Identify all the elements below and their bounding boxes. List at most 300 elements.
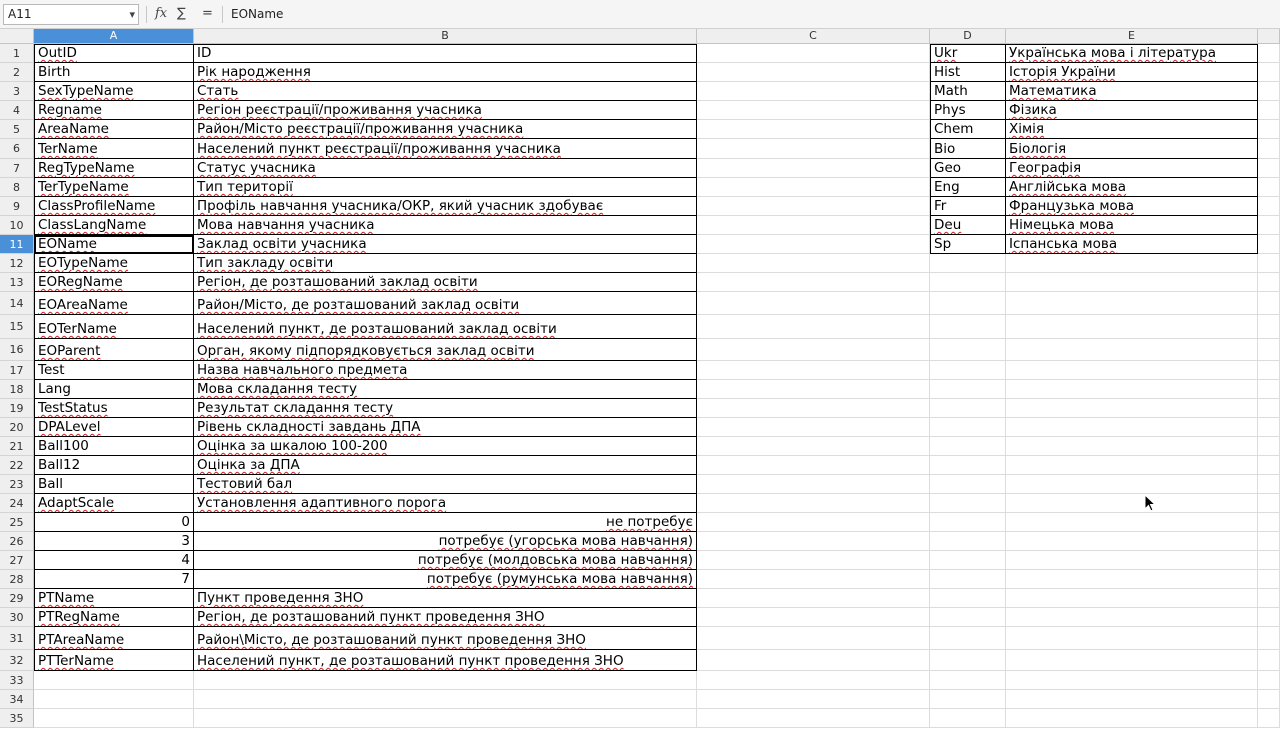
cell-e2[interactable] [1006, 63, 1258, 82]
row-header-12[interactable]: 12 [0, 254, 34, 273]
row-header-18[interactable]: 18 [0, 380, 34, 399]
cell-f13[interactable] [1258, 273, 1280, 292]
cell-e7[interactable] [1006, 159, 1258, 178]
cell-a7[interactable] [34, 159, 194, 178]
cell-f2[interactable] [1258, 63, 1280, 82]
cell-e13[interactable] [1006, 273, 1258, 292]
cell-a16[interactable] [34, 339, 194, 361]
cell-f5[interactable] [1258, 120, 1280, 139]
row-header-7[interactable]: 7 [0, 159, 34, 178]
name-box[interactable] [3, 4, 139, 25]
row-header-19[interactable]: 19 [0, 399, 34, 418]
cell-text: Deu [934, 217, 962, 233]
row-header-9[interactable]: 9 [0, 197, 34, 216]
cell-c12[interactable] [697, 254, 930, 273]
cell-b15[interactable] [194, 315, 697, 339]
cell-e34[interactable] [1006, 690, 1258, 709]
row-header-35[interactable]: 35 [0, 709, 34, 728]
cell-text: AreaName [38, 121, 109, 137]
cell-c11[interactable] [697, 235, 930, 254]
cell-b14[interactable] [194, 292, 697, 315]
cell-text: OutID [38, 45, 77, 61]
cell-f22[interactable] [1258, 456, 1280, 475]
cell-d10[interactable] [930, 216, 1006, 235]
cell-a14[interactable] [34, 292, 194, 315]
cell-b26[interactable] [194, 532, 697, 551]
cell-e11[interactable] [1006, 235, 1258, 254]
row-header-28[interactable]: 28 [0, 570, 34, 589]
cell-f29[interactable] [1258, 589, 1280, 608]
cell-e5[interactable] [1006, 120, 1258, 139]
cell-b24[interactable] [194, 494, 697, 513]
cell-e28[interactable] [1006, 570, 1258, 589]
cell-a24[interactable] [34, 494, 194, 513]
cell-b10[interactable] [194, 216, 697, 235]
cell-c10[interactable] [697, 216, 930, 235]
column-header-c[interactable]: C [697, 29, 930, 44]
cell-c19[interactable] [697, 399, 930, 418]
separator [146, 6, 147, 23]
cell-text: Fr [934, 198, 947, 214]
cell-c21[interactable] [697, 437, 930, 456]
cell-d21[interactable] [930, 437, 1006, 456]
cell-a18[interactable] [34, 380, 194, 399]
cell-text: Lang [38, 381, 71, 397]
cell-e33[interactable] [1006, 671, 1258, 690]
cell-text: Географія [1009, 160, 1082, 176]
cell-b22[interactable] [194, 456, 697, 475]
cell-f17[interactable] [1258, 361, 1280, 380]
cell-a17[interactable] [34, 361, 194, 380]
row-header-16[interactable]: 16 [0, 339, 34, 361]
cell-c23[interactable] [697, 475, 930, 494]
cell-a28[interactable] [34, 570, 194, 589]
cell-b17[interactable] [194, 361, 697, 380]
cell-b30[interactable] [194, 608, 697, 627]
cell-text: Test [38, 362, 65, 378]
cell-b20[interactable] [194, 418, 697, 437]
cell-c34[interactable] [697, 690, 930, 709]
cell-text: потребує (угорська мова навчання) [438, 533, 693, 549]
cell-a33[interactable] [34, 671, 194, 690]
cell-text: Geo [934, 160, 962, 176]
cell-a29[interactable] [34, 589, 194, 608]
select-all-corner[interactable] [0, 29, 34, 44]
cell-c33[interactable] [697, 671, 930, 690]
cell-e9[interactable] [1006, 197, 1258, 216]
cell-b13[interactable] [194, 273, 697, 292]
sum-icon[interactable]: ∑ [177, 6, 186, 21]
cell-text: PTAreaName [38, 632, 125, 648]
cell-e26[interactable] [1006, 532, 1258, 551]
cell-f12[interactable] [1258, 254, 1280, 273]
cell-a10[interactable] [34, 216, 194, 235]
cell-e31[interactable] [1006, 627, 1258, 650]
cell-d18[interactable] [930, 380, 1006, 399]
cell-c22[interactable] [697, 456, 930, 475]
row-header-24[interactable]: 24 [0, 494, 34, 513]
row-header-17[interactable]: 17 [0, 361, 34, 380]
cell-c25[interactable] [697, 513, 930, 532]
cell-d35[interactable] [930, 709, 1006, 728]
cell-a25[interactable] [34, 513, 194, 532]
cell-c13[interactable] [697, 273, 930, 292]
row-header-21[interactable]: 21 [0, 437, 34, 456]
cell-text: ID [197, 45, 212, 61]
function-wizard-icon[interactable]: fx [155, 6, 168, 21]
cell-f26[interactable] [1258, 532, 1280, 551]
cell-d19[interactable] [930, 399, 1006, 418]
cell-b8[interactable] [194, 178, 697, 197]
cell-c15[interactable] [697, 315, 930, 339]
cell-text: Установлення адаптивного порога [197, 495, 447, 511]
cell-f23[interactable] [1258, 475, 1280, 494]
cell-c35[interactable] [697, 709, 930, 728]
row-header-31[interactable]: 31 [0, 627, 34, 650]
cell-a19[interactable] [34, 399, 194, 418]
cell-a22[interactable] [34, 456, 194, 475]
cell-b2[interactable] [194, 63, 697, 82]
cell-b12[interactable] [194, 254, 697, 273]
row-header-27[interactable]: 27 [0, 551, 34, 570]
cell-text: Sp [934, 236, 952, 252]
cell-e27[interactable] [1006, 551, 1258, 570]
cell-a8[interactable] [34, 178, 194, 197]
cell-f21[interactable] [1258, 437, 1280, 456]
cell-text: Регіон, де розташований заклад освіти [197, 274, 478, 290]
cell-f34[interactable] [1258, 690, 1280, 709]
cell-a1[interactable] [34, 44, 194, 63]
cell-f33[interactable] [1258, 671, 1280, 690]
cell-e19[interactable] [1006, 399, 1258, 418]
cell-d14[interactable] [930, 292, 1006, 315]
cell-e29[interactable] [1006, 589, 1258, 608]
cell-text: EOTypeName [38, 255, 128, 271]
cell-b29[interactable] [194, 589, 697, 608]
cell-text: Birth [38, 64, 71, 80]
cell-e24[interactable] [1006, 494, 1258, 513]
cell-d32[interactable] [930, 650, 1006, 671]
cell-b3[interactable] [194, 82, 697, 101]
row-header-13[interactable]: 13 [0, 273, 34, 292]
cell-text: Французька мова [1009, 198, 1134, 214]
cell-b11[interactable] [194, 235, 697, 254]
cell-text: PTName [38, 590, 95, 606]
cell-b34[interactable] [194, 690, 697, 709]
cell-d15[interactable] [930, 315, 1006, 339]
cell-text: EOName [38, 236, 97, 252]
cell-c20[interactable] [697, 418, 930, 437]
cell-b16[interactable] [194, 339, 697, 361]
row-header-33[interactable]: 33 [0, 671, 34, 690]
cell-e4[interactable] [1006, 101, 1258, 120]
cell-d29[interactable] [930, 589, 1006, 608]
cell-d27[interactable] [930, 551, 1006, 570]
cell-c3[interactable] [697, 82, 930, 101]
cell-text: Хімія [1009, 121, 1045, 137]
cell-text: Hist [934, 64, 961, 80]
cell-b32[interactable] [194, 650, 697, 671]
cell-a31[interactable] [34, 627, 194, 650]
cell-f24[interactable] [1258, 494, 1280, 513]
row-header-25[interactable]: 25 [0, 513, 34, 532]
cell-text: Регіон, де розташований пункт проведення ЗНО [197, 609, 545, 625]
cell-e20[interactable] [1006, 418, 1258, 437]
cell-f20[interactable] [1258, 418, 1280, 437]
cell-text: Тестовий бал [197, 476, 293, 492]
cell-a30[interactable] [34, 608, 194, 627]
cell-f10[interactable] [1258, 216, 1280, 235]
cell-text: Населений пункт реєстрації/проживання учасника [197, 141, 561, 157]
column-header-a[interactable]: A [34, 29, 194, 44]
row-header-2[interactable]: 2 [0, 63, 34, 82]
cell-a27[interactable] [34, 551, 194, 570]
cell-a35[interactable] [34, 709, 194, 728]
cell-d31[interactable] [930, 627, 1006, 650]
cell-c24[interactable] [697, 494, 930, 513]
row-header-22[interactable]: 22 [0, 456, 34, 475]
cell-text: Math [934, 83, 968, 99]
row-header-15[interactable]: 15 [0, 315, 34, 339]
cell-text: потребує (молдовська мова навчання) [417, 552, 693, 568]
cell-f19[interactable] [1258, 399, 1280, 418]
cell-f15[interactable] [1258, 315, 1280, 339]
cell-b5[interactable] [194, 120, 697, 139]
column-header-f[interactable] [1258, 29, 1280, 44]
cell-a11[interactable] [34, 235, 194, 254]
cell-c32[interactable] [697, 650, 930, 671]
cell-f32[interactable] [1258, 650, 1280, 671]
cell-c16[interactable] [697, 339, 930, 361]
cell-b21[interactable] [194, 437, 697, 456]
cell-e1[interactable] [1006, 44, 1258, 63]
cell-f3[interactable] [1258, 82, 1280, 101]
cell-text: DPALevel [38, 419, 101, 435]
cell-f27[interactable] [1258, 551, 1280, 570]
cell-a23[interactable] [34, 475, 194, 494]
row-header-34[interactable]: 34 [0, 690, 34, 709]
cell-text: RegTypeName [38, 160, 135, 176]
cell-a20[interactable] [34, 418, 194, 437]
cell-f6[interactable] [1258, 139, 1280, 159]
cell-b27[interactable] [194, 551, 697, 570]
cell-d25[interactable] [930, 513, 1006, 532]
cell-a5[interactable] [34, 120, 194, 139]
row-header-30[interactable]: 30 [0, 608, 34, 627]
cell-f18[interactable] [1258, 380, 1280, 399]
cell-f16[interactable] [1258, 339, 1280, 361]
cell-d7[interactable] [930, 159, 1006, 178]
cell-c8[interactable] [697, 178, 930, 197]
cell-b7[interactable] [194, 159, 697, 178]
cell-d3[interactable] [930, 82, 1006, 101]
cell-b6[interactable] [194, 139, 697, 159]
cell-a26[interactable] [34, 532, 194, 551]
cell-d20[interactable] [930, 418, 1006, 437]
cell-a4[interactable] [34, 101, 194, 120]
cell-c27[interactable] [697, 551, 930, 570]
cell-e17[interactable] [1006, 361, 1258, 380]
cell-e32[interactable] [1006, 650, 1258, 671]
column-header-d[interactable]: D [930, 29, 1006, 44]
column-header-e[interactable]: E [1006, 29, 1258, 44]
cell-d30[interactable] [930, 608, 1006, 627]
cell-c17[interactable] [697, 361, 930, 380]
cell-e25[interactable] [1006, 513, 1258, 532]
cell-c28[interactable] [697, 570, 930, 589]
cell-c7[interactable] [697, 159, 930, 178]
cell-b25[interactable] [194, 513, 697, 532]
row-header-29[interactable]: 29 [0, 589, 34, 608]
cell-e12[interactable] [1006, 254, 1258, 273]
row-header-26[interactable]: 26 [0, 532, 34, 551]
cell-c29[interactable] [697, 589, 930, 608]
cell-c9[interactable] [697, 197, 930, 216]
cell-e16[interactable] [1006, 339, 1258, 361]
row-header-32[interactable]: 32 [0, 650, 34, 671]
cell-d5[interactable] [930, 120, 1006, 139]
row-header-4[interactable]: 4 [0, 101, 34, 120]
cell-a2[interactable] [34, 63, 194, 82]
row-header-14[interactable]: 14 [0, 292, 34, 315]
cell-d17[interactable] [930, 361, 1006, 380]
cell-f7[interactable] [1258, 159, 1280, 178]
cell-c26[interactable] [697, 532, 930, 551]
mouse-cursor-icon [1144, 494, 1156, 512]
cell-d34[interactable] [930, 690, 1006, 709]
cell-f30[interactable] [1258, 608, 1280, 627]
cell-b33[interactable] [194, 671, 697, 690]
cell-a9[interactable] [34, 197, 194, 216]
cell-d2[interactable] [930, 63, 1006, 82]
cell-c2[interactable] [697, 63, 930, 82]
cell-text: TerName [38, 141, 98, 157]
cell-d8[interactable] [930, 178, 1006, 197]
cell-d12[interactable] [930, 254, 1006, 273]
cell-text: Населений пункт, де розташований заклад освіти [197, 321, 557, 337]
row-header-20[interactable]: 20 [0, 418, 34, 437]
cell-b35[interactable] [194, 709, 697, 728]
cell-text: Район\Місто, де розташований пункт проведення ЗНО [197, 632, 586, 648]
cell-e14[interactable] [1006, 292, 1258, 315]
cell-c4[interactable] [697, 101, 930, 120]
cell-text: Українська мова і література [1009, 45, 1216, 61]
cell-text: EOAreaName [38, 297, 128, 313]
cell-c30[interactable] [697, 608, 930, 627]
cell-a13[interactable] [34, 273, 194, 292]
cell-f25[interactable] [1258, 513, 1280, 532]
cell-a21[interactable] [34, 437, 194, 456]
cell-c1[interactable] [697, 44, 930, 63]
cell-d9[interactable] [930, 197, 1006, 216]
cell-e22[interactable] [1006, 456, 1258, 475]
cell-text: TestStatus [38, 400, 108, 416]
cell-d13[interactable] [930, 273, 1006, 292]
cell-e8[interactable] [1006, 178, 1258, 197]
cell-text: Історія України [1009, 64, 1116, 80]
cell-b1[interactable] [194, 44, 697, 63]
cell-f35[interactable] [1258, 709, 1280, 728]
cell-c14[interactable] [697, 292, 930, 315]
cell-d4[interactable] [930, 101, 1006, 120]
cell-text: Назва навчального предмета [197, 362, 408, 378]
cell-c31[interactable] [697, 627, 930, 650]
chevron-down-icon[interactable]: ▾ [129, 8, 135, 21]
cell-d28[interactable] [930, 570, 1006, 589]
row-header-5[interactable]: 5 [0, 120, 34, 139]
cell-e3[interactable] [1006, 82, 1258, 101]
cell-f11[interactable] [1258, 235, 1280, 254]
cell-a6[interactable] [34, 139, 194, 159]
formula-icon[interactable]: = [202, 6, 213, 21]
cell-text: Bio [934, 141, 956, 157]
cell-d22[interactable] [930, 456, 1006, 475]
cell-f8[interactable] [1258, 178, 1280, 197]
cell-a3[interactable] [34, 82, 194, 101]
cell-e15[interactable] [1006, 315, 1258, 339]
cell-b4[interactable] [194, 101, 697, 120]
cell-text: Рік народження [197, 64, 311, 80]
cell-b23[interactable] [194, 475, 697, 494]
cell-f1[interactable] [1258, 44, 1280, 63]
cell-text: 0 [181, 514, 190, 530]
row-header-6[interactable]: 6 [0, 139, 34, 159]
cell-d1[interactable] [930, 44, 1006, 63]
cell-a32[interactable] [34, 650, 194, 671]
column-header-b[interactable]: B [194, 29, 697, 44]
cell-a12[interactable] [34, 254, 194, 273]
cell-f28[interactable] [1258, 570, 1280, 589]
cell-text: Пункт проведення ЗНО [197, 590, 364, 606]
cell-f9[interactable] [1258, 197, 1280, 216]
row-header-3[interactable]: 3 [0, 82, 34, 101]
cell-d11[interactable] [930, 235, 1006, 254]
cell-c5[interactable] [697, 120, 930, 139]
cell-b18[interactable] [194, 380, 697, 399]
cell-e30[interactable] [1006, 608, 1258, 627]
row-header-1[interactable]: 1 [0, 44, 34, 63]
cell-c18[interactable] [697, 380, 930, 399]
formula-input[interactable]: EOName [231, 7, 284, 21]
row-header-23[interactable]: 23 [0, 475, 34, 494]
row-header-10[interactable]: 10 [0, 216, 34, 235]
cell-b31[interactable] [194, 627, 697, 650]
cell-b9[interactable] [194, 197, 697, 216]
cell-e23[interactable] [1006, 475, 1258, 494]
cell-c6[interactable] [697, 139, 930, 159]
cell-e10[interactable] [1006, 216, 1258, 235]
cell-f14[interactable] [1258, 292, 1280, 315]
cell-e35[interactable] [1006, 709, 1258, 728]
cell-d16[interactable] [930, 339, 1006, 361]
cell-e6[interactable] [1006, 139, 1258, 159]
row-header-11[interactable]: 11 [0, 235, 34, 254]
cell-a15[interactable] [34, 315, 194, 339]
cell-b28[interactable] [194, 570, 697, 589]
cell-d23[interactable] [930, 475, 1006, 494]
cell-e21[interactable] [1006, 437, 1258, 456]
cell-e18[interactable] [1006, 380, 1258, 399]
cell-a34[interactable] [34, 690, 194, 709]
cell-f31[interactable] [1258, 627, 1280, 650]
cell-d26[interactable] [930, 532, 1006, 551]
cell-f4[interactable] [1258, 101, 1280, 120]
cell-d24[interactable] [930, 494, 1006, 513]
cell-d33[interactable] [930, 671, 1006, 690]
cell-b19[interactable] [194, 399, 697, 418]
cell-d6[interactable] [930, 139, 1006, 159]
row-header-8[interactable]: 8 [0, 178, 34, 197]
